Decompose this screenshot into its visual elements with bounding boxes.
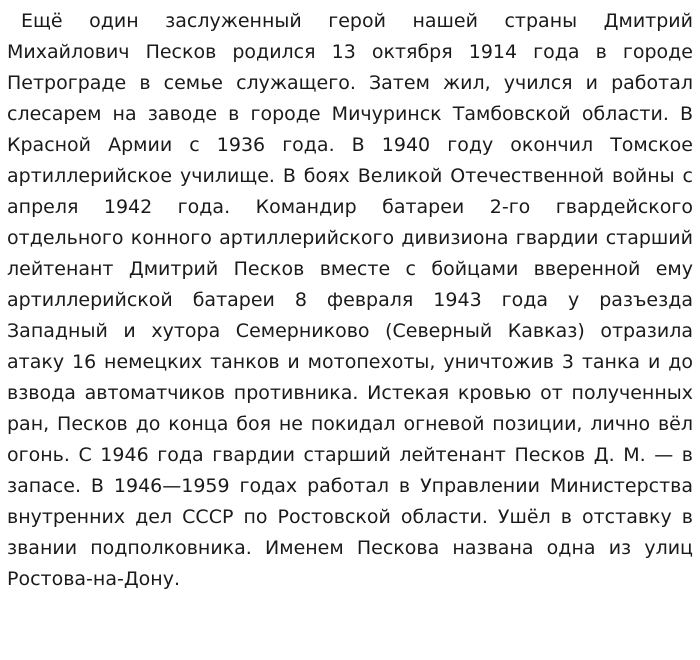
document-page xyxy=(7,6,693,595)
body-paragraph: Ещё один заслуженный герой нашей страны Дмитрий Михайлович Песков родился 13 октября 1914 года в городе Петрограде в семье служащего. Затем жил, учился и работал слесарем на заводе в городе Мичуринск Тамбовской области. В Красной Армии с 1936 года. В 1940 году окончил Томское артиллерийское училище. В боях Великой Отечественной войны с апреля 1942 года. Командир батареи 2-го гвардейского отдельного конного артиллерийского дивизиона гвардии старший лейтенант Дмитрий Песков вместе с бойцами вверенной ему артиллерийской батареи 8 февраля 1943 года у разъезда Западный и хутора Семерниково (Северный Кавказ) отразила атаку 16 немецких танков и мотопехоты, уничтожив 3 танка и до взвода автоматчиков противника. Истекая кровью от полученных ран, Песков до конца боя не покидал огневой позиции, лично вёл огонь. С 1946 года гвардии старший лейтенант Песков Д. М. — в запасе. В 1946—1959 годах работал в Управлении Министерства внутренних дел СССР по Ростовской области. Ушёл в отставку в звании подполковника. Именем Пескова названа одна из улиц Ростова-на-Дону. xyxy=(7,10,693,590)
